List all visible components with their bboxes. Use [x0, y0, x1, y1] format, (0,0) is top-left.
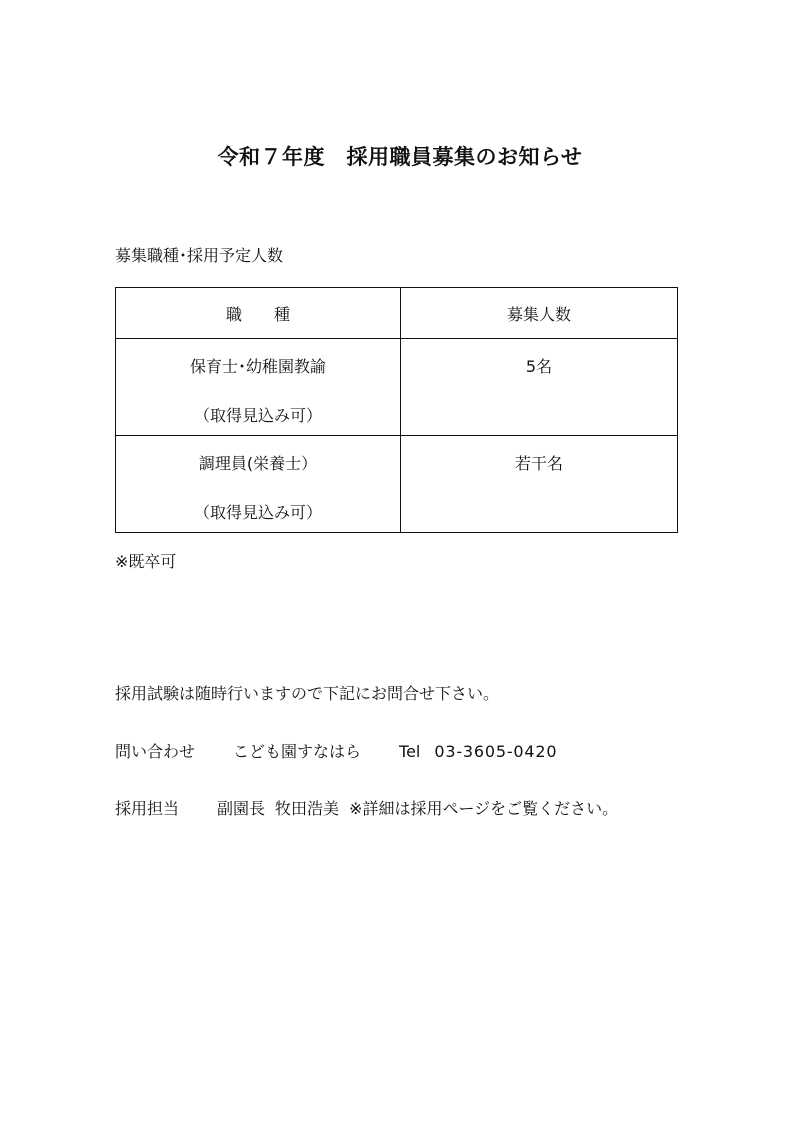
contact-label: 問い合わせ	[115, 742, 196, 761]
staff-detail-note: ※詳細は採用ページをご覧ください。	[349, 799, 619, 818]
recruit-count: 5名	[525, 357, 553, 376]
exam-info: 採用試験は随時行いますので下記にお問合せ下さい。	[115, 684, 500, 703]
staff-name: 牧田浩美	[275, 799, 340, 818]
header-job-type: 職 種	[116, 288, 401, 339]
job-cell	[116, 436, 401, 533]
tel-number: 03-3605-0420	[434, 742, 558, 761]
header-recruit-count: 募集人数	[401, 288, 678, 339]
page-title: 令和７年度 採用職員募集のお知らせ	[217, 145, 583, 169]
table-row	[116, 339, 678, 436]
tel-label: Tel	[399, 742, 421, 761]
job-note: （取得見込み可）	[193, 503, 322, 522]
staff-position: 副園長	[217, 799, 266, 818]
count-cell	[401, 436, 678, 533]
recruitment-table	[115, 287, 678, 533]
count-cell	[401, 339, 678, 436]
contact-info	[115, 739, 557, 762]
table-row	[116, 436, 678, 533]
contact-facility-name: こども園すなはら	[233, 742, 362, 761]
job-cell	[116, 339, 401, 436]
recruit-count: 若干名	[514, 454, 563, 473]
graduate-note: ※既卒可	[115, 552, 177, 571]
staff-label: 採用担当	[115, 799, 180, 818]
table-header-row	[116, 288, 678, 339]
job-name: 調理員(栄養士）	[198, 454, 318, 473]
section-heading: 募集職種･採用予定人数	[115, 246, 284, 265]
job-name: 保育士･幼稚園教諭	[189, 357, 326, 376]
staff-info	[115, 796, 618, 819]
job-note: （取得見込み可）	[193, 406, 322, 425]
